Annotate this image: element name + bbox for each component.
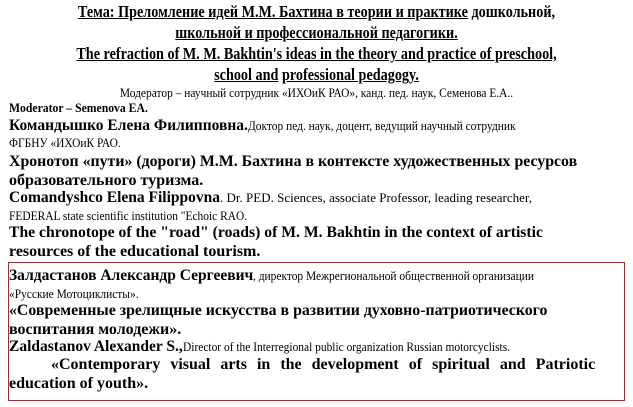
- topic-ru-line1: [44, 2, 588, 22]
- speaker1-name-en: Comandyshco Elena Filippovna: [9, 189, 221, 206]
- speaker1-talk-en-1: The chronotope of the "road" (roads) of M. M. Bakhtin in the context of artistic: [9, 224, 543, 241]
- speaker1-talk-ru-2: образовательного туризма.: [9, 172, 204, 189]
- speaker1-desc-en-2: FEDERAL state scientific institution "Echoic RAO.: [9, 208, 248, 223]
- speaker1-en-line1: [9, 189, 532, 207]
- topic-en-line2-b: professional pedagogy.: [281, 65, 419, 84]
- speaker1-desc-ru-2: ФГБНУ «ИХОиК РАО.: [9, 135, 121, 150]
- speaker2-desc-ru-2: «Русские Мотоциклисты».: [9, 286, 139, 301]
- speaker2-name-ru: Залдастанов Александр Сергеевич: [9, 267, 254, 284]
- speaker2-name-en: Zaldastanov Alexander S.,: [9, 338, 183, 355]
- speaker1-desc-ru: Доктор пед. наук, доцент, ведущий научный сотрудник: [247, 118, 516, 133]
- topic-en-line2-a: school and: [214, 65, 279, 84]
- speaker2-en-line1: [9, 338, 554, 356]
- speaker2-talk-en-1: «Contemporary visual arts in the development of spiritual and Patriotic: [51, 356, 596, 373]
- moderator-en: Moderator – Semenova EA.: [9, 100, 148, 115]
- topic-en-line1: The refraction of M. M. Bakhtin's ideas in the theory and practice of preschool,: [76, 44, 557, 63]
- topic-ru-underlined: Тема: Преломление идей М.М. Бахтина в теории и практике: [77, 2, 468, 21]
- speaker2-talk-en-2: education of youth».: [9, 375, 149, 392]
- topic-ru-line2: школьной и профессиональной педагогики.: [175, 23, 458, 42]
- speaker1-talk-en-2: resources of the educational tourism.: [9, 243, 261, 260]
- speaker1-talk-ru-1: Хронотоп «пути» (дороги) М.М. Бахтина в контексте художественных ресурсов: [9, 153, 578, 170]
- topic-ru-rest: дошкольной,: [467, 2, 556, 21]
- speaker1-desc-en: . Dr. PED. Sciences, associate Professor, leading researcher,: [220, 190, 532, 205]
- speaker1-ru-line1: [9, 117, 621, 135]
- speaker2-talk-ru-2: воспитания молодежи».: [9, 321, 182, 338]
- speaker2-ru-line1: [9, 267, 573, 285]
- speaker1-name-ru: Командышко Елена Филипповна.: [9, 117, 248, 134]
- moderator-ru: Модератор – научный сотрудник «ИХОиК РАО», канд. пед. наук, Семенова Е.А..: [119, 85, 514, 100]
- speaker2-talk-ru-1: «Современные зрелищные искусства в развитии духовно-патриотического: [9, 302, 548, 319]
- speaker2-desc-en: Director of the Interregional public organization Russian motorcyclists.: [182, 339, 510, 354]
- speaker2-desc-ru: , директор Межрегиональной общественной организации: [253, 268, 535, 283]
- topic-en-line2: [44, 65, 588, 85]
